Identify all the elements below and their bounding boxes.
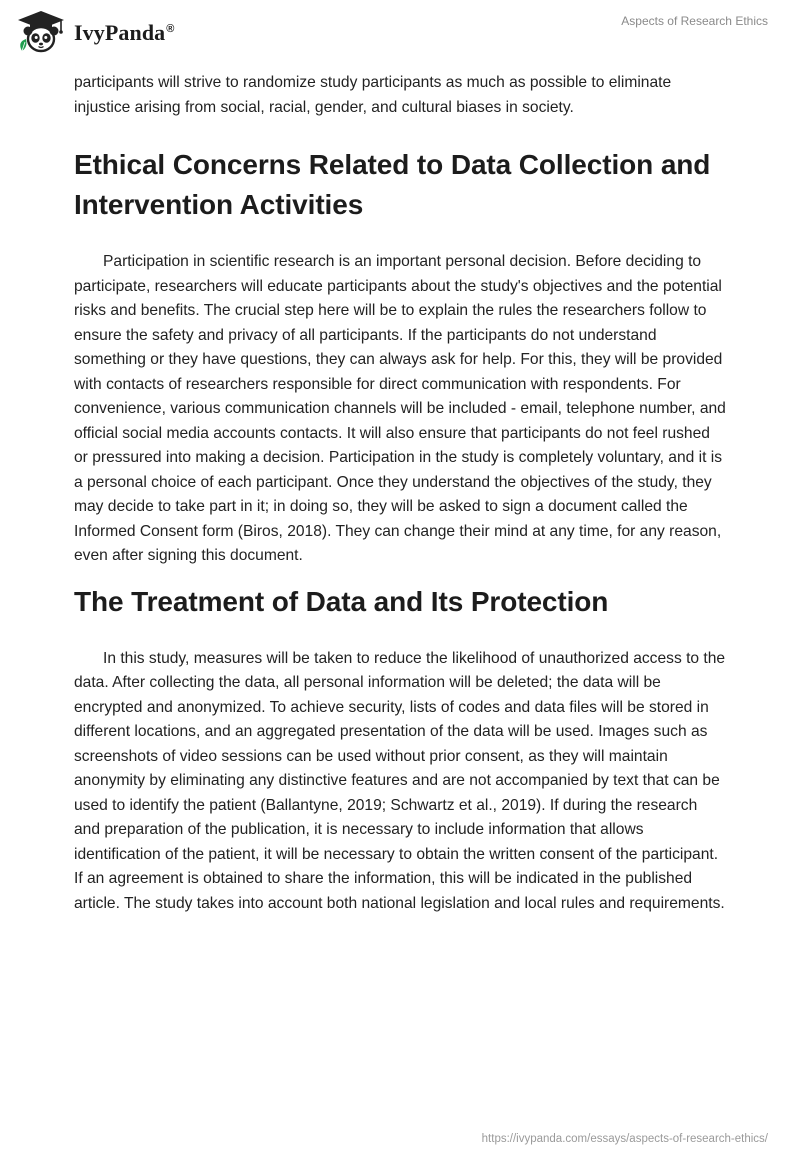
registered-mark: ® bbox=[166, 22, 175, 35]
section-paragraph-ethical-concerns: Participation in scientific research is an important personal decision. Before deciding to participate, researchers will educate participants about the study's objectives and the potential risks and benefits. The crucial step here will be to explain the rules the researchers follow to ensure the safety and privacy of all participants. If the participants do not understand something or they have questions, they can always ask for help. For this, they will be provided with contacts of researchers responsible for direct communication with respondents. For convenience, various communication channels will be included - email, telephone number, and official social media accounts contacts. It will also ensure that participants do not feel rushed or pressured into making a decision. Participation in the study is completely voluntary, and it is a personal choice of each participant. Once they understand the objectives of the study, they may decide to take part in it; in doing so, they will be asked to sign a document called the Informed Consent form (Biros, 2018). They can change their mind at any time, for any reason, even after signing this document. bbox=[74, 253, 726, 564]
logo-text bbox=[74, 20, 175, 46]
panda-logo-icon bbox=[14, 9, 68, 55]
page-header bbox=[0, 0, 800, 60]
essay-content bbox=[74, 71, 726, 916]
section-paragraph-data-protection: In this study, measures will be taken to reduce the likelihood of unauthorized access to the data. After collecting the data, all personal information will be deleted; the data will be encrypted and anonymized. To achieve security, lists of codes and data files will be stored in different locations, and an aggregated presentation of the data will be used. Images such as screenshots of video sessions can be used without prior consent, as they will maintain anonymity by eliminating any distinctive features and are not accompanied by text that can be used to identify the patient (Ballantyne, 2019; Schwartz et al., 2019). If during the research and preparation of the publication, it is necessary to include information that allows identification of the patient, it will be necessary to obtain the written consent of the participant. If an agreement is obtained to share the information, this will be indicated in the published article. The study takes into account both national legislation and local rules and requirements. bbox=[74, 649, 726, 912]
logo-name: IvyPanda bbox=[74, 20, 166, 45]
source-url-link[interactable]: https://ivypanda.com/essays/aspects-of-research-ethics/ bbox=[481, 1133, 768, 1145]
ivypanda-logo[interactable] bbox=[14, 8, 175, 56]
section-heading-ethical-concerns: Ethical Concerns Related to Data Collection and Intervention Activities bbox=[74, 149, 711, 220]
document-title: Aspects of Research Ethics bbox=[621, 14, 768, 28]
section-heading-data-protection: The Treatment of Data and Its Protection bbox=[74, 585, 609, 617]
intro-paragraph: participants will strive to randomize study participants as much as possible to eliminate injustice arising from social, racial, gender, and cultural biases in society. bbox=[74, 74, 672, 116]
